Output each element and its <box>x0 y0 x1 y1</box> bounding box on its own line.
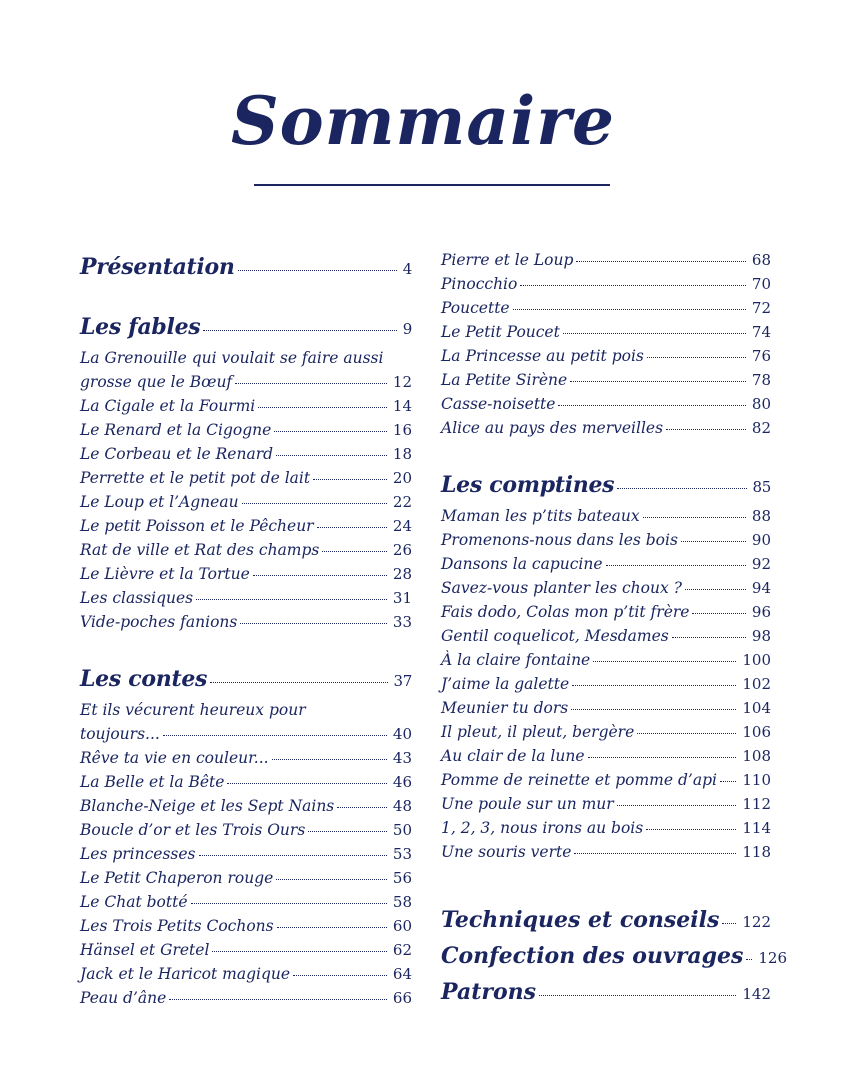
entry-label: 1, 2, 3, nous irons au bois <box>441 819 644 837</box>
entry-label: Fais dodo, Colas mon p’tit frère <box>441 603 690 621</box>
toc-entry[interactable] <box>441 528 771 552</box>
leader-dots <box>322 551 387 552</box>
entry-label: Perrette et le petit pot de lait <box>80 469 311 487</box>
toc-entry[interactable] <box>441 248 771 272</box>
entry-label: Il pleut, il pleut, bergère <box>441 723 635 741</box>
entry-label: Le Corbeau et le Renard <box>80 445 274 463</box>
toc-section-comptines[interactable] <box>441 466 771 504</box>
page-number: 112 <box>742 795 771 813</box>
leader-dots <box>169 999 387 1000</box>
entry-label: Le Loup et l’Agneau <box>80 493 239 511</box>
entry-label: Maman les p’tits bateaux <box>441 507 640 525</box>
page-number: 12 <box>392 373 412 391</box>
page-number: 80 <box>751 395 771 413</box>
page-number: 118 <box>742 843 771 861</box>
toc-left-column <box>80 248 412 1010</box>
toc-entry[interactable] <box>441 696 771 720</box>
toc-entry[interactable] <box>441 648 771 672</box>
leader-dots <box>163 735 387 736</box>
page-number: 60 <box>392 917 412 935</box>
entry-label: Le Petit Poucet <box>441 323 560 341</box>
leader-dots <box>277 927 387 928</box>
leader-dots <box>574 853 736 854</box>
entry-label: Le Chat botté <box>80 893 188 911</box>
page-number: 100 <box>742 651 771 669</box>
entry-label: Les princesses <box>80 845 196 863</box>
entry-label: Jack et le Haricot magique <box>80 965 291 983</box>
page-number: 40 <box>392 725 412 743</box>
leader-dots <box>571 709 736 710</box>
toc-entry[interactable] <box>80 866 412 890</box>
page-number: 122 <box>742 913 771 931</box>
entry-label: La Belle et la Bête <box>80 773 225 791</box>
leader-dots <box>722 923 736 924</box>
leader-dots <box>272 759 387 760</box>
entry-label: Le petit Poisson et le Pêcheur <box>80 517 314 535</box>
toc-entry[interactable] <box>441 720 771 744</box>
page-number: 126 <box>758 949 788 967</box>
entry-label: Les Trois Petits Cochons <box>80 917 274 935</box>
leader-dots <box>685 589 746 590</box>
page-number: 9 <box>402 320 412 338</box>
entry-label: Poucette <box>441 299 510 317</box>
toc-entry[interactable] <box>441 768 771 792</box>
entry-label: Le Renard et la Cigogne <box>80 421 272 439</box>
page-number: 22 <box>392 493 412 511</box>
leader-dots <box>212 951 387 952</box>
entry-label: Le Petit Chaperon rouge <box>80 869 274 887</box>
entry-label: Meunier tu dors <box>441 699 569 717</box>
section-label: Les fables <box>80 314 201 340</box>
page-number: 14 <box>392 397 412 415</box>
toc-entry[interactable] <box>441 296 771 320</box>
toc-entry[interactable] <box>441 368 771 392</box>
toc-entry[interactable] <box>441 320 771 344</box>
toc-entry[interactable] <box>80 698 412 722</box>
entry-label: Peau d’âne <box>80 989 167 1007</box>
leader-dots <box>646 829 736 830</box>
fables-list <box>80 346 412 634</box>
entry-label: Hänsel et Gretel <box>80 941 210 959</box>
leader-dots <box>199 855 387 856</box>
page-number: 20 <box>392 469 412 487</box>
toc-entry[interactable] <box>441 392 771 416</box>
page-number: 114 <box>742 819 771 837</box>
toc-entry[interactable] <box>441 816 771 840</box>
toc-entry[interactable] <box>80 770 412 794</box>
page-number: 43 <box>392 749 412 767</box>
entry-label: Et ils vécurent heureux pour <box>80 701 306 719</box>
entry-label: Rêve ta vie en couleur... <box>80 749 269 767</box>
leader-dots <box>643 517 746 518</box>
leader-dots <box>196 599 387 600</box>
leader-dots <box>572 685 736 686</box>
entry-label: La Grenouille qui voulait se faire aussi <box>80 349 384 367</box>
leader-dots <box>276 879 387 880</box>
leader-dots <box>588 757 737 758</box>
entry-label: J’aime la galette <box>441 675 570 693</box>
leader-dots <box>191 903 387 904</box>
entry-label: Une poule sur un mur <box>441 795 614 813</box>
toc-entry[interactable] <box>80 610 412 634</box>
leader-dots <box>593 661 736 662</box>
leader-dots <box>520 285 746 286</box>
page-title: Sommaire <box>231 82 615 160</box>
page-number: 46 <box>392 773 412 791</box>
leader-dots <box>227 783 386 784</box>
page-number: 72 <box>751 299 771 317</box>
page-number: 110 <box>742 771 771 789</box>
leader-dots <box>558 405 745 406</box>
leader-dots <box>276 455 387 456</box>
contes-continued-list <box>441 248 771 440</box>
leader-dots <box>293 975 387 976</box>
toc-right-column <box>441 248 788 1010</box>
page-number: 68 <box>751 251 771 269</box>
page-number: 94 <box>751 579 771 597</box>
page-number: 28 <box>392 565 412 583</box>
toc-entry[interactable] <box>80 914 412 938</box>
section-label: Patrons <box>441 979 537 1005</box>
toc-entry[interactable] <box>441 344 771 368</box>
page-number: 142 <box>742 985 771 1003</box>
page-number: 50 <box>392 821 412 839</box>
page-number: 33 <box>392 613 412 631</box>
toc-entry[interactable] <box>80 466 412 490</box>
toc-entry[interactable] <box>80 370 412 394</box>
page-number: 48 <box>392 797 412 815</box>
section-label: Techniques et conseils <box>441 907 720 933</box>
toc-entry[interactable] <box>441 552 771 576</box>
page-number: 18 <box>392 445 412 463</box>
leader-dots <box>337 807 387 808</box>
toc-entry[interactable] <box>441 792 771 816</box>
leader-dots <box>235 383 387 384</box>
toc-entry[interactable] <box>80 938 412 962</box>
toc-entry[interactable] <box>441 416 771 440</box>
entry-label: Dansons la capucine <box>441 555 603 573</box>
leader-dots <box>720 781 736 782</box>
toc-entry[interactable] <box>80 842 412 866</box>
leader-dots <box>563 333 746 334</box>
page-number: 58 <box>392 893 412 911</box>
entry-label: Une souris verte <box>441 843 572 861</box>
page-number: 26 <box>392 541 412 559</box>
toc-entry[interactable] <box>441 840 771 864</box>
toc-entry[interactable] <box>80 746 412 770</box>
entry-label: À la claire fontaine <box>441 651 591 669</box>
toc-section-confection[interactable] <box>441 938 788 974</box>
title-underline <box>254 184 610 186</box>
toc-entry[interactable] <box>80 722 412 746</box>
toc-entry[interactable] <box>80 562 412 586</box>
page-number: 88 <box>751 507 771 525</box>
page-number: 78 <box>751 371 771 389</box>
toc-section-patrons[interactable] <box>441 974 771 1010</box>
leader-dots <box>647 357 746 358</box>
entry-label: Pinocchio <box>441 275 518 293</box>
entry-label: La Princesse au petit pois <box>441 347 644 365</box>
toc-entry[interactable] <box>80 890 412 914</box>
toc-entry[interactable] <box>80 514 412 538</box>
toc-entry[interactable] <box>441 600 771 624</box>
page-number: 82 <box>751 419 771 437</box>
leader-dots <box>576 261 746 262</box>
toc-entry[interactable] <box>80 394 412 418</box>
page-number: 62 <box>392 941 412 959</box>
toc-entry[interactable] <box>80 442 412 466</box>
toc-entry[interactable] <box>80 986 412 1010</box>
leader-dots <box>606 565 746 566</box>
entry-label: Promenons-nous dans les bois <box>441 531 678 549</box>
entry-label: Gentil coquelicot, Mesdames <box>441 627 669 645</box>
page-number: 70 <box>751 275 771 293</box>
toc-entry[interactable] <box>80 346 412 370</box>
page-number: 85 <box>752 478 771 496</box>
leader-dots <box>692 613 745 614</box>
page-number: 64 <box>392 965 412 983</box>
entry-label: Pomme de reinette et pomme d’api <box>441 771 717 789</box>
leader-dots <box>681 541 746 542</box>
toc-entry[interactable] <box>80 490 412 514</box>
toc-entry[interactable] <box>80 962 412 986</box>
leader-dots <box>617 488 746 489</box>
section-label: Confection des ouvrages <box>441 943 744 969</box>
leader-dots <box>539 995 736 996</box>
entry-label: Savez-vous planter les choux ? <box>441 579 682 597</box>
entry-label: Vide-poches fanions <box>80 613 238 631</box>
section-label: Les contes <box>80 666 208 692</box>
page-number: 66 <box>392 989 412 1007</box>
page-number: 53 <box>392 845 412 863</box>
entry-label: La Cigale et la Fourmi <box>80 397 256 415</box>
leader-dots <box>240 623 387 624</box>
toc-entry[interactable] <box>441 672 771 696</box>
toc-section-contes[interactable] <box>80 660 412 698</box>
page-number: 4 <box>402 260 412 278</box>
leader-dots <box>210 682 387 683</box>
leader-dots <box>313 479 387 480</box>
entry-label: Casse-noisette <box>441 395 556 413</box>
page-number: 76 <box>751 347 771 365</box>
toc-entry[interactable] <box>80 418 412 442</box>
page-number: 24 <box>392 517 412 535</box>
toc-entry[interactable] <box>441 576 771 600</box>
leader-dots <box>617 805 737 806</box>
page-number: 74 <box>751 323 771 341</box>
page-number: 102 <box>742 675 771 693</box>
toc-entry[interactable] <box>441 624 771 648</box>
toc-entry[interactable] <box>80 794 412 818</box>
entry-label: Boucle d’or et les Trois Ours <box>80 821 306 839</box>
leader-dots <box>274 431 387 432</box>
page-number: 16 <box>392 421 412 439</box>
comptines-list <box>441 504 771 864</box>
entry-label: Pierre et le Loup <box>441 251 574 269</box>
leader-dots <box>570 381 746 382</box>
leader-dots <box>308 831 387 832</box>
leader-dots <box>746 959 752 960</box>
section-label: Présentation <box>80 254 235 280</box>
page-number: 90 <box>751 531 771 549</box>
entry-label: La Petite Sirène <box>441 371 568 389</box>
toc-entry[interactable] <box>80 586 412 610</box>
entry-label: Blanche-Neige et les Sept Nains <box>80 797 335 815</box>
entry-label: Au clair de la lune <box>441 747 585 765</box>
toc-section-techniques[interactable] <box>441 902 771 938</box>
entry-label: toujours... <box>80 725 160 743</box>
toc-entry[interactable] <box>80 818 412 842</box>
page-number: 56 <box>392 869 412 887</box>
leader-dots <box>666 429 746 430</box>
entry-label: Le Lièvre et la Tortue <box>80 565 250 583</box>
entry-label: Rat de ville et Rat des champs <box>80 541 320 559</box>
page-number: 92 <box>751 555 771 573</box>
leader-dots <box>203 330 396 331</box>
page-number: 104 <box>742 699 771 717</box>
toc-entry[interactable] <box>441 504 771 528</box>
leader-dots <box>317 527 387 528</box>
toc-section-presentation[interactable] <box>80 248 412 286</box>
leader-dots <box>672 637 746 638</box>
toc-section-fables[interactable] <box>80 308 412 346</box>
leader-dots <box>513 309 746 310</box>
toc-entry[interactable] <box>80 538 412 562</box>
entry-label: Les classiques <box>80 589 194 607</box>
leader-dots <box>637 733 736 734</box>
page-number: 37 <box>393 672 412 690</box>
page-number: 106 <box>742 723 771 741</box>
page-number: 31 <box>392 589 412 607</box>
toc-entry[interactable] <box>441 272 771 296</box>
entry-label: grosse que le Bœuf <box>80 373 233 391</box>
leader-dots <box>242 503 387 504</box>
toc-entry[interactable] <box>441 744 771 768</box>
section-label: Les comptines <box>441 472 615 498</box>
entry-label: Alice au pays des merveilles <box>441 419 664 437</box>
page-number: 98 <box>751 627 771 645</box>
contes-list <box>80 698 412 1010</box>
leader-dots <box>258 407 387 408</box>
page-number: 96 <box>751 603 771 621</box>
leader-dots <box>253 575 387 576</box>
leader-dots <box>238 270 397 271</box>
page-number: 108 <box>742 747 771 765</box>
